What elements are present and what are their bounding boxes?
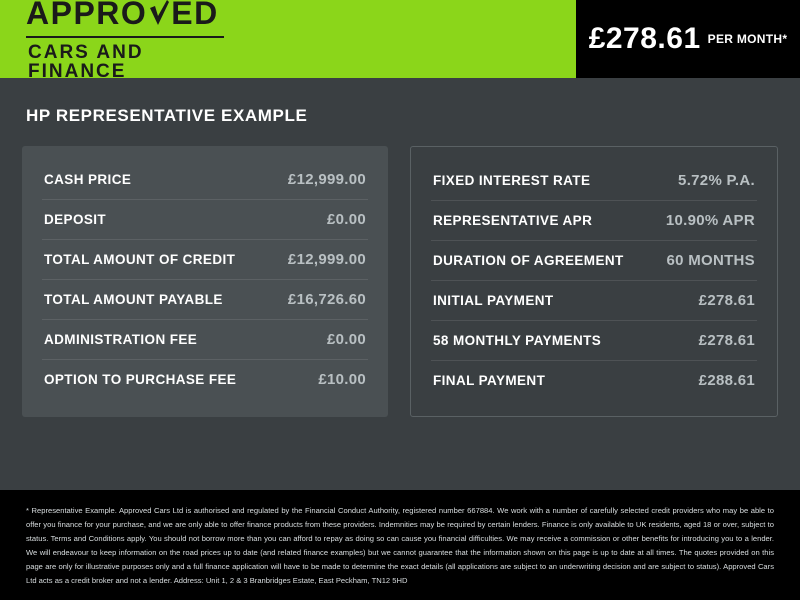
table-row [431, 361, 757, 400]
table-row [431, 161, 757, 201]
logo-text-approved-part2: ED [171, 0, 219, 31]
row-label: OPTION TO PURCHASE FEE [44, 372, 237, 387]
table-row [42, 360, 368, 399]
row-label: DURATION OF AGREEMENT [433, 253, 624, 268]
row-label: REPRESENTATIVE APR [433, 213, 593, 228]
table-row [431, 201, 757, 241]
agreement-terms-panel [410, 146, 778, 417]
row-label: TOTAL AMOUNT PAYABLE [44, 292, 223, 307]
table-row [42, 200, 368, 240]
table-row [42, 240, 368, 280]
row-label: FINAL PAYMENT [433, 373, 546, 388]
logo-text-approved-part1: APPRO [26, 0, 148, 31]
table-row [42, 160, 368, 200]
table-row [431, 321, 757, 361]
row-value: £0.00 [326, 211, 366, 228]
row-label: INITIAL PAYMENT [433, 293, 554, 308]
legal-disclaimer: * Representative Example. Approved Cars Ltd is authorised and regulated by the Financial Conduct Authority, registered number 667884. We work with a number of carefully selected credit providers who may be able to offer you finance for your purchase, and we are only able to offer finance products from these providers. Indemnities may be required by certain lenders. Finance is only available to UK residents, aged 18 or over, subject to status. Terms and Conditions apply. You should not borrow more than you can afford to repay as doing so can cause you financial difficulties. We may receive a commission or other benefits for introducing you to a lender. We will endeavour to keep information on the road prices up to date (and related finance examples) but we cannot guarantee that the information shown on this page is up to date at all times. The quotes provided on this page are only for illustrative purposes only and a full finance application will have to be made to determine the exact details (all applications are subject to an underwriting decision and are subject to status). Approved Cars Ltd acts as a credit broker and not a lender. Address: Unit 1, 2 & 3 Branbridges Estate, East Peckham, TN12 5HD [0, 490, 800, 600]
cost-breakdown-panel [22, 146, 388, 417]
row-label: 58 MONTHLY PAYMENTS [433, 333, 602, 348]
page-header [0, 0, 800, 82]
table-row [431, 281, 757, 321]
table-row [42, 280, 368, 320]
row-label: ADMINISTRATION FEE [44, 332, 198, 347]
row-value: £10.00 [318, 371, 366, 388]
table-row [42, 320, 368, 360]
monthly-price-badge [576, 0, 800, 78]
row-label: TOTAL AMOUNT OF CREDIT [44, 252, 236, 267]
row-value: £0.00 [326, 331, 366, 348]
logo-sub-line: CARS AND FINANCE [26, 36, 224, 81]
price-amount: £278.61 [588, 22, 701, 55]
row-value: £16,726.60 [287, 291, 366, 308]
row-value: 10.90% APR [665, 212, 755, 229]
check-mark-icon [148, 0, 170, 26]
row-value: £278.61 [698, 332, 755, 349]
row-value: 5.72% P.A. [678, 172, 755, 189]
row-value: £12,999.00 [287, 251, 366, 268]
row-value: £288.61 [698, 372, 755, 389]
page-title: HP REPRESENTATIVE EXAMPLE [26, 106, 308, 125]
row-value: 60 MONTHS [666, 252, 755, 269]
row-value: £12,999.00 [287, 171, 366, 188]
row-label: FIXED INTEREST RATE [433, 173, 591, 188]
price-period-label: PER MONTH* [707, 32, 788, 46]
logo-top-line [26, 0, 576, 29]
row-label: CASH PRICE [44, 172, 132, 187]
company-logo [0, 0, 576, 82]
row-label: DEPOSIT [44, 212, 107, 227]
table-row [431, 241, 757, 281]
finance-details-panels [0, 126, 800, 417]
row-value: £278.61 [698, 292, 755, 309]
